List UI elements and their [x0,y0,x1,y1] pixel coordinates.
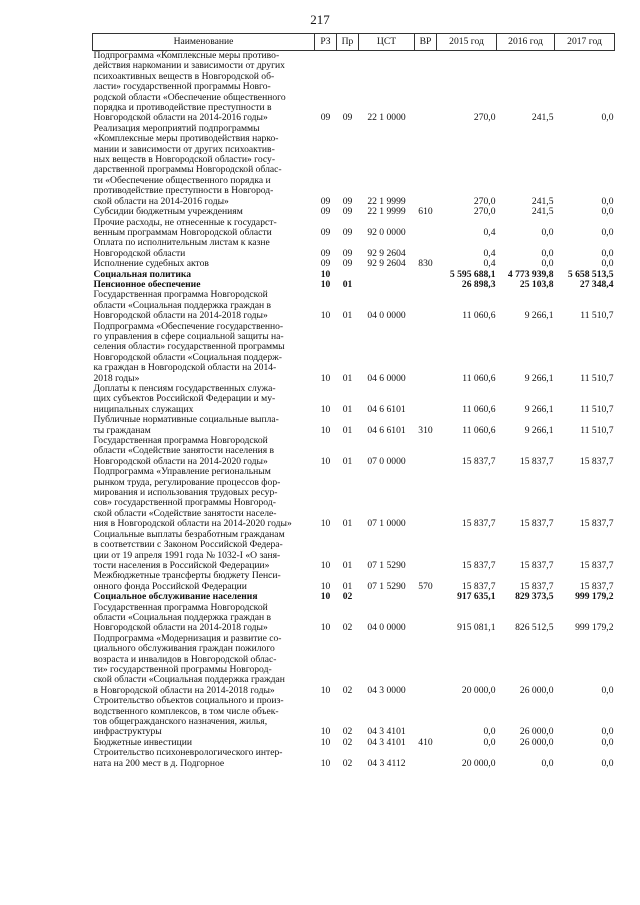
row-value-2017: 0,0 [601,112,614,124]
row-value-2016: 25 103,8 [519,278,554,290]
row-value-2015: 5 595 688,1 [449,268,496,280]
row-value-2016: 26 000,0 [519,736,554,748]
row-pr: 01 [342,403,353,415]
row-rz: 10 [320,736,331,748]
row-cst: 04 3 4101 [367,736,406,748]
row-vr [415,467,437,529]
row-pr: 02 [342,726,353,738]
row-rz: 10 [320,310,331,322]
row-vr [415,270,437,280]
row-vr [415,290,437,321]
row-cst: 04 6 6101 [367,403,406,415]
row-vr [415,530,437,572]
row-cst: 22 1 0000 [367,112,406,124]
row-rz: 09 [320,226,331,238]
row-rz: 09 [320,258,331,270]
row-name: Государственная программа Новгородской области «Социальная поддержка граждан в Новгородской области на 2014-2018 годы» [93,601,272,634]
row-value-2017: 0,0 [601,226,614,238]
row-vr [415,124,437,207]
row-name: Прочие расходы, не отнесенные к государст- венным программам Новгородской области [93,216,277,238]
table-row [93,384,615,415]
row-value-2016: 9 266,1 [524,424,554,436]
row-pr: 01 [342,518,353,530]
row-rz: 10 [320,726,331,738]
row-value-2017: 15 837,7 [579,455,614,467]
row-rz: 10 [320,518,331,530]
row-value-2017: 5 658 513,5 [567,268,614,280]
row-value-2017: 999 179,2 [575,591,614,603]
row-value-2016: 26 000,0 [519,684,554,696]
row-rz: 09 [320,112,331,124]
row-value-2017: 0,0 [601,726,614,738]
row-value-2015: 917 635,1 [457,591,496,603]
row-value-2015: 15 837,7 [461,455,496,467]
row-value-2016: 241,5 [531,112,554,124]
row-name: Доплаты к пенсиям государственных служа- щих субъектов Российской Федерации и му- ниципальных служащих [93,383,276,415]
row-cst: 04 3 4112 [367,757,406,769]
row-value-2015: 0,4 [483,247,496,259]
row-name: Подпрограмма «Комплексные меры противо- действия наркомании и зависимости от других психоактивных веществ в Новгородской об- ласти» государственной программы Новго- родской области «Обеспечение общественного порядка и противодействие преступности в Новгородской области на 2014-2016 годы» [93,50,286,124]
table-row [93,748,615,769]
row-value-2015: 15 837,7 [461,580,496,592]
table-row [93,207,615,217]
row-vr: 830 [418,258,433,270]
row-vr [415,603,437,634]
row-cst: 04 6 6101 [367,424,406,436]
row-rz: 10 [320,757,331,769]
row-rz: 10 [320,684,331,696]
row-value-2015: 915 081,1 [457,622,496,634]
row-pr: 02 [342,684,353,696]
row-value-2016: 241,5 [531,195,554,207]
row-vr [415,280,437,290]
row-vr: 610 [418,206,433,218]
row-vr [415,322,437,384]
row-name: Оплата по исполнительным листам к казне Новгородской области [93,237,270,259]
row-vr [415,634,437,696]
header-2017: 2017 год [555,34,615,51]
table-row [93,124,615,207]
row-value-2016: 0,0 [541,258,554,270]
row-value-2015: 11 060,6 [462,310,496,322]
row-value-2015: 26 898,3 [461,278,496,290]
row-value-2016: 4 773 939,8 [507,268,554,280]
row-pr: 01 [342,372,353,384]
row-name: Пенсионное обеспечение [93,278,201,290]
row-rz: 10 [320,403,331,415]
row-rz: 09 [320,247,331,259]
row-name: Подпрограмма «Управление региональным рынком труда, регулирование процессов фор- мирования и использования трудовых ресур- сов» государственной программы Новгород- ской области «Содействие занятости населе- ния в Новгородской области на 2014-2020 годы» [93,466,292,530]
row-value-2016: 0,0 [541,757,554,769]
row-value-2017: 0,0 [601,195,614,207]
row-rz: 09 [320,195,331,207]
row-vr: 310 [418,424,433,436]
row-cst: 04 3 4101 [367,726,406,738]
table-row [93,259,615,269]
row-value-2015: 15 837,7 [461,518,496,530]
header-rz: РЗ [315,34,337,51]
table-row [93,634,615,696]
row-vr [415,592,437,602]
row-name: Субсидии бюджетным учреждениям [93,206,243,218]
row-rz: 10 [320,424,331,436]
row-cst: 22 1 9999 [367,206,406,218]
row-value-2016: 9 266,1 [524,403,554,415]
row-pr: 09 [342,112,353,124]
row-rz: 10 [320,372,331,384]
header-name: Наименование [93,34,315,51]
table-row [93,571,615,592]
row-value-2015: 11 060,6 [462,372,496,384]
row-value-2016: 15 837,7 [519,455,554,467]
row-value-2017: 0,0 [601,206,614,218]
table-row [93,436,615,467]
row-value-2017: 999 179,2 [575,622,614,634]
row-value-2016: 15 837,7 [519,580,554,592]
table-row [93,322,615,384]
row-cst: 22 1 9999 [367,195,406,207]
table-row [93,238,615,259]
row-value-2015: 20 000,0 [461,684,496,696]
row-value-2017: 15 837,7 [579,518,614,530]
row-name: Социальные выплаты безработным гражданам в соответствии с Законом Российской Федера- ции от 19 апреля 1991 года № 1032-I «О заня- тости населения в Российской Федерации» [93,528,285,571]
row-cst: 04 0 0000 [367,310,406,322]
row-pr: 02 [342,757,353,769]
row-vr [415,748,437,769]
row-pr: 02 [342,591,353,603]
row-cst: 92 9 2604 [367,247,406,259]
row-value-2017: 11 510,7 [580,403,614,415]
header-cst: ЦСТ [359,34,415,51]
header-pr: Пр [337,34,359,51]
row-vr [415,238,437,259]
row-cst [359,280,415,290]
row-value-2015: 15 837,7 [461,559,496,571]
row-rz: 10 [320,278,331,290]
row-name: Реализация мероприятий подпрограммы «Комплексные меры противодействия нарко- мании и зависимости от других психоактив- ных веществ в Новгородской области» госу- дарственной программы Новгородской облас- ти «Обеспечение общественного порядка и противодействие преступности в Новгород- ской области на 2014-2016 годы» [93,122,282,207]
row-value-2015: 11 060,6 [462,424,496,436]
row-value-2016: 241,5 [531,206,554,218]
row-value-2016: 15 837,7 [519,559,554,571]
row-pr: 01 [342,424,353,436]
row-cst: 07 1 5290 [367,559,406,571]
row-name: Государственная программа Новгородской области «Социальная поддержка граждан в Новгородской области на 2014-2018 годы» [93,289,272,322]
row-value-2016: 9 266,1 [524,310,554,322]
table-row [93,415,615,436]
row-value-2017: 0,0 [601,258,614,270]
row-pr: 09 [342,226,353,238]
row-rz: 10 [320,559,331,571]
row-cst: 92 9 2604 [367,258,406,270]
row-cst: 07 1 5290 [367,580,406,592]
row-name: Государственная программа Новгородской области «Содействие занятости населения в Новгородской области на 2014-2020 годы» [93,435,275,467]
row-rz: 10 [320,591,331,603]
row-value-2015: 0,0 [483,736,496,748]
row-value-2015: 0,4 [483,258,496,270]
row-pr: 02 [342,736,353,748]
row-name: Строительство психоневрологического интер- ната на 200 мест в д. Подгорное [93,747,283,769]
row-cst [359,270,415,280]
table-body [93,51,615,770]
row-rz: 10 [320,455,331,467]
table-row [93,530,615,572]
page-number: 217 [310,12,330,27]
row-value-2017: 15 837,7 [579,580,614,592]
table-row [93,290,615,321]
row-name: Строительство объектов социального и произ- водственного комплексов, в том числе объек- тов общегражданского назначения, жилья, инфраструктуры [93,695,284,738]
row-pr: 09 [342,247,353,259]
row-value-2017: 11 510,7 [580,372,614,384]
table-row [93,218,615,239]
row-value-2017: 0,0 [601,736,614,748]
row-vr [415,436,437,467]
row-pr: 09 [342,206,353,218]
header-2016: 2016 год [497,34,555,51]
row-name: Подпрограмма «Модернизация и развитие со- циального обслуживания граждан пожилого возраста и инвалидов в Новгородской облас- ти» государственной программы Новгород- ской области «Социальная поддержка граждан в Новгородской области на 2014-2018 годы» [93,632,285,696]
row-value-2015: 11 060,6 [462,403,496,415]
row-value-2016: 0,0 [541,226,554,238]
header-vr: ВР [415,34,437,51]
row-value-2016: 15 837,7 [519,518,554,530]
row-pr: 01 [342,278,353,290]
row-name: Публичные нормативные социальные выпла- ты гражданам [93,414,279,436]
row-vr: 570 [418,580,433,592]
row-vr [415,696,437,738]
row-vr [415,218,437,239]
row-cst: 04 0 0000 [367,622,406,634]
row-name: Бюджетные инвестиции [93,736,192,748]
row-pr: 09 [342,195,353,207]
row-value-2015: 0,0 [483,726,496,738]
table-row [93,467,615,529]
row-value-2017: 15 837,7 [579,559,614,571]
header-2015: 2015 год [437,34,497,51]
row-name: Социальное обслуживание населения [93,591,258,603]
row-pr: 01 [342,559,353,571]
row-name: Подпрограмма «Обеспечение государственно- го управления в сфере социальной защиты на- селения области» государственной программы Новгородской области «Социальная поддерж- ка граждан в Новгородской области на 2014- 2018 годы» [93,320,285,384]
row-value-2015: 270,0 [473,206,496,218]
row-pr: 09 [342,258,353,270]
row-pr: 01 [342,455,353,467]
row-value-2015: 0,4 [483,226,496,238]
row-cst: 07 0 0000 [367,455,406,467]
row-value-2017: 0,0 [601,757,614,769]
table-row [93,696,615,738]
table-row [93,603,615,634]
row-cst: 07 1 0000 [367,518,406,530]
row-value-2017: 0,0 [601,684,614,696]
row-pr: 01 [342,310,353,322]
row-pr: 02 [342,622,353,634]
table-row [93,592,615,602]
row-cst [359,592,415,602]
budget-table [92,33,615,769]
row-vr [415,51,437,124]
row-value-2015: 270,0 [473,112,496,124]
row-name: Исполнение судебных актов [93,258,209,270]
row-value-2017: 11 510,7 [580,424,614,436]
row-rz: 10 [320,268,331,280]
row-value-2016: 9 266,1 [524,372,554,384]
row-value-2017: 27 348,4 [579,278,614,290]
row-value-2015: 20 000,0 [461,757,496,769]
row-value-2017: 0,0 [601,247,614,259]
row-value-2016: 26 000,0 [519,726,554,738]
row-pr: 01 [342,580,353,592]
row-rz: 10 [320,580,331,592]
table-row [93,51,615,124]
row-name: Межбюджетные трансферты бюджету Пенси- онного фонда Российской Федерации [93,570,281,592]
row-cst: 04 6 0000 [367,372,406,384]
row-name: Социальная политика [93,268,192,280]
row-value-2017: 11 510,7 [580,310,614,322]
table-header-row [93,34,615,51]
row-value-2016: 0,0 [541,247,554,259]
row-rz: 10 [320,622,331,634]
row-value-2015: 270,0 [473,195,496,207]
row-value-2016: 826 512,5 [515,622,554,634]
row-cst: 04 3 0000 [367,684,406,696]
row-vr: 410 [418,736,433,748]
row-cst: 92 0 0000 [367,226,406,238]
row-rz: 09 [320,206,331,218]
row-value-2016: 829 373,5 [515,591,554,603]
row-vr [415,384,437,415]
